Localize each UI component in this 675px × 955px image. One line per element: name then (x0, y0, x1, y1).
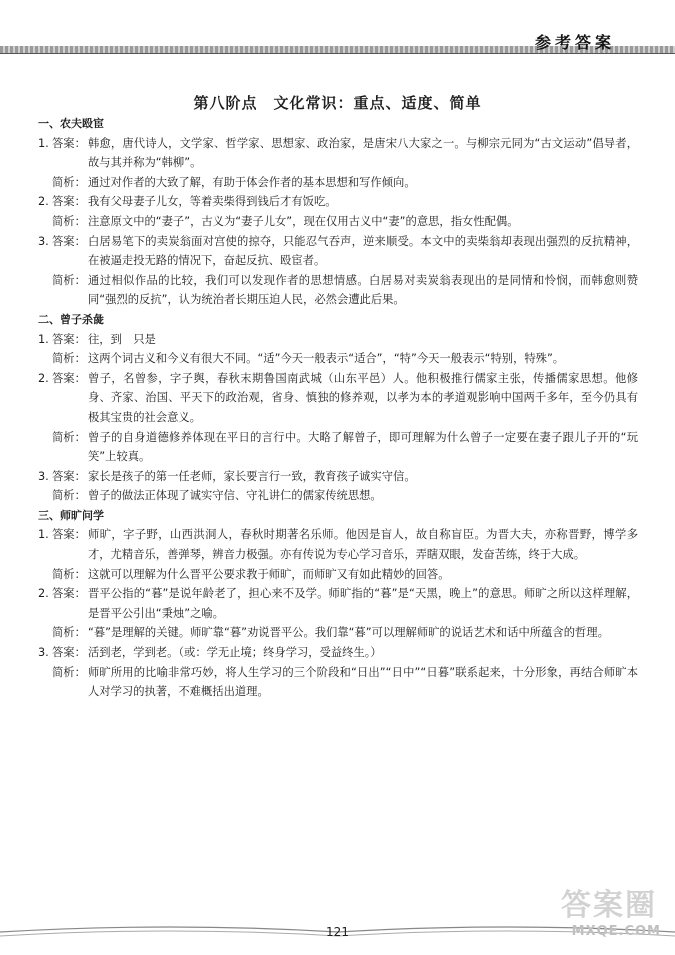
page-title: 第八阶点 文化常识：重点、适度、简单 (193, 94, 482, 112)
analysis-label: 简析： (52, 273, 86, 287)
analysis-text: 通过相似作品的比较，我们可以发现作者的思想情感。白居易对卖炭翁表现出的是同情和怜悯，而韩愈则赞同“强烈的反抗”，认为统治者长期压迫人民，必然会遭此后果。 (88, 273, 638, 307)
analysis-text: 这两个词古义和今义有很大不同。“适”今天一般表示“适合”，“特”今天一般表示“特别，特殊”。 (88, 352, 565, 366)
analysis-label: 简析： (52, 489, 86, 503)
analysis-label: 简析： (52, 214, 86, 228)
answer-text: 活到老，学到老。（或：学无止境；终身学习，受益终生。） (88, 646, 382, 660)
answer-text: 往，到 只是 (88, 332, 156, 346)
item-number: 3. (38, 469, 49, 483)
item-number: 1. (38, 332, 49, 346)
analysis-label: 简析： (52, 175, 86, 189)
answer-text: 曾子，名曾参，字子舆，春秋末期鲁国南武城（山东平邑）人。他积极推行儒家主张，传播儒家思想。他修身、齐家、治国、平天下的政治观，省身、慎独的修养观，以孝为本的孝道观影响中国两千多年，至今仍具有极其宝贵的社会意义。 (88, 371, 638, 424)
section-heading: 二、曾子杀彘 (38, 312, 104, 326)
analysis-label: 简析： (52, 665, 86, 679)
watermark-url: MXQE.COM (571, 924, 661, 939)
answer-item (38, 134, 638, 173)
analysis-item (52, 212, 638, 232)
analysis-label: 简析： (52, 352, 86, 366)
answer-item (38, 369, 638, 428)
analysis-item (52, 623, 638, 643)
analysis-item (52, 271, 638, 310)
analysis-text: 通过对作者的大致了解，有助于体会作者的基本思想和写作倾向。 (88, 175, 416, 189)
answer-label: 答案： (52, 469, 86, 483)
analysis-item (52, 428, 638, 467)
item-number: 2. (38, 587, 49, 601)
analysis-item (52, 173, 638, 193)
watermark-logo: 答案圈 (561, 888, 657, 923)
answer-item (38, 584, 638, 623)
answer-text: 家长是孩子的第一任老师，家长要言行一致，教育孩子诚实守信。 (88, 469, 416, 483)
analysis-item (52, 663, 638, 702)
answer-item (38, 192, 638, 212)
section-heading: 三、师旷问学 (38, 508, 104, 522)
answer-text: 晋平公指的“暮”是说年龄老了，担心来不及学。师旷指的“暮”是“天黑，晚上”的意思。师旷之所以这样理解，是晋平公引出“秉烛”之喻。 (88, 587, 638, 620)
answer-label: 答案： (52, 646, 86, 660)
item-number: 2. (38, 371, 49, 385)
answer-label: 答案： (52, 587, 86, 601)
analysis-label: 简析： (52, 430, 86, 444)
item-number: 1. (38, 528, 49, 542)
analysis-label: 简析： (52, 626, 86, 640)
answer-label: 答案： (52, 195, 86, 209)
answer-label: 答案： (52, 234, 86, 248)
answer-label: 答案： (52, 371, 86, 385)
answer-item (38, 330, 638, 350)
answer-text: 师旷，字子野，山西洪洞人，春秋时期著名乐师。他因是盲人，故自称盲臣。为晋大夫，亦称晋野，博学多才，尤精音乐，善弹琴，辨音力极强。亦有传说为专心学习音乐，弄瞎双眼，发奋苦练，终于大成。 (88, 528, 638, 562)
header-rule-line (0, 53, 675, 54)
analysis-text: 注意原文中的“妻子”，古义为“妻子儿女”，现在仅用古义中“妻”的意思，指女性配偶。 (88, 214, 519, 228)
analysis-text: 曾子的做法正体现了诚实守信、守礼讲仁的儒家传统思想。 (88, 489, 382, 503)
answer-label: 答案： (52, 332, 86, 346)
analysis-item (52, 565, 638, 585)
item-number: 3. (38, 234, 49, 248)
analysis-label: 简析： (52, 567, 86, 581)
answer-item (38, 525, 638, 564)
item-number: 1. (38, 136, 49, 150)
analysis-item (52, 349, 638, 369)
item-number: 3. (38, 646, 49, 660)
analysis-text: 曾子的自身道德修养体现在平日的言行中。大略了解曾子，即可理解为什么曾子一定要在妻子跟儿子开的“玩笑”上较真。 (88, 430, 638, 464)
analysis-text: 师旷所用的比喻非常巧妙，将人生学习的三个阶段和“日出”“日中”“日暮”联系起来，十分形象，再结合师旷本人对学习的执著，不难概括出道理。 (88, 665, 638, 699)
analysis-text: 这就可以理解为什么晋平公要求教于师旷，而师旷又有如此精妙的回答。 (88, 567, 450, 581)
header-title: 参考答案 (534, 33, 615, 52)
answer-text: 韩愈，唐代诗人，文学家、哲学家、思想家、政治家，是唐宋八大家之一。与柳宗元同为“古文运动”倡导者，故与其并称为“韩柳”。 (88, 136, 638, 170)
analysis-item (52, 486, 638, 506)
answer-text: 我有父母妻子儿女，等着卖柴得到钱后才有饭吃。 (88, 195, 337, 209)
page-number: 121 (326, 925, 349, 939)
analysis-text: “暮”是理解的关键。师旷靠“暮”劝说晋平公。我们靠“暮”可以理解师旷的说话艺术和话中所蕴含的哲理。 (88, 626, 609, 640)
item-number: 2. (38, 195, 49, 209)
answer-item (38, 643, 638, 663)
section-heading: 一、农夫殴宦 (38, 117, 104, 130)
answer-content (38, 114, 638, 702)
answer-label: 答案： (52, 136, 86, 150)
answer-label: 答案： (52, 528, 86, 542)
answer-item (38, 467, 638, 487)
answer-item (38, 232, 638, 271)
answer-text: 白居易笔下的卖炭翁面对宫使的掠夺，只能忍气吞声，逆来顺受。本文中的卖柴翁却表现出强烈的反抗精神，在被逼走投无路的情况下，奋起反抗、殴宦者。 (88, 234, 638, 268)
